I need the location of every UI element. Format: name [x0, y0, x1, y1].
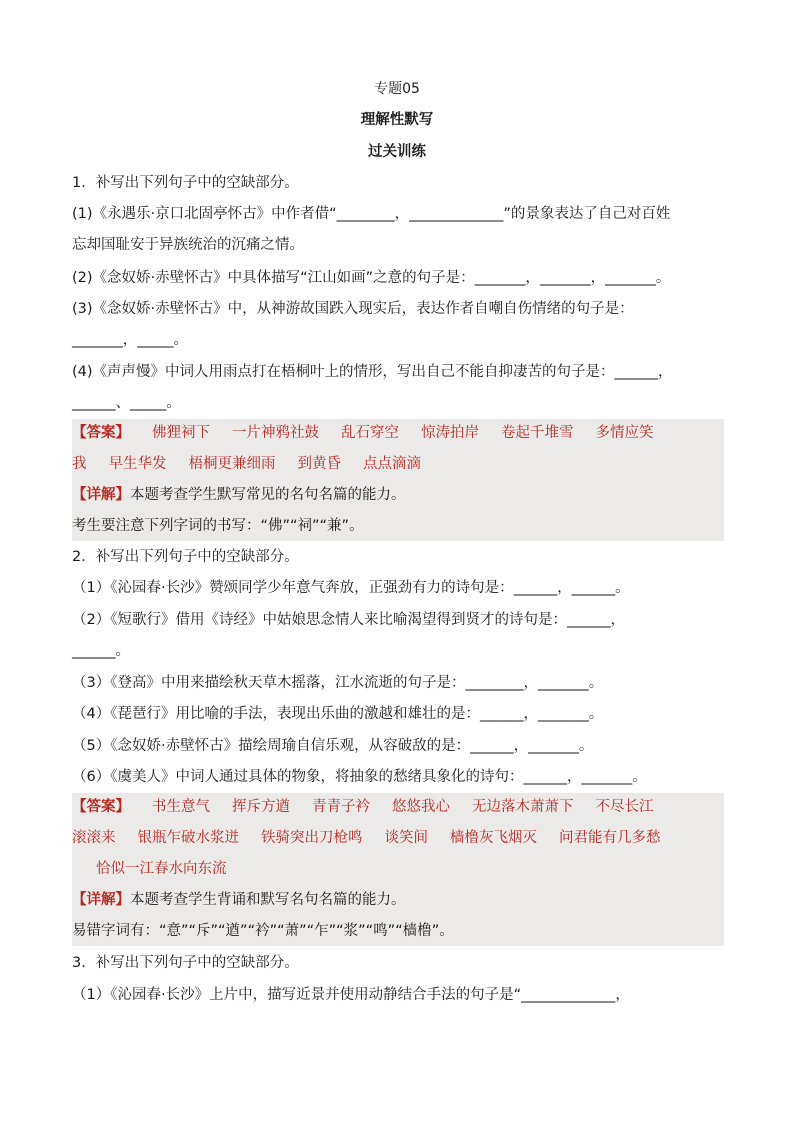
q3-stem: 3．补写出下列句子中的空缺部分。	[72, 955, 299, 971]
answer-item: 银瓶乍破水浆迸	[137, 830, 239, 846]
q2-item6: （6）《虞美人》中词人通过具体的物象，将抽象的愁绪具象化的诗句：______，_______。	[72, 769, 647, 785]
q1-item1-line2: 忘却国耻安于异族统治的沉痛之情。	[72, 237, 304, 253]
answer-label: 【答案】	[72, 425, 130, 441]
q1-answer-line2	[72, 454, 724, 474]
detail-label: 【详解】	[72, 892, 130, 908]
answer-item: 一片神鸦社鼓	[232, 425, 319, 441]
q2-item5: （5）《念奴娇·赤壁怀古》描绘周瑜自信乐观，从容破敌的是：______，_______。	[72, 738, 594, 754]
answer-item: 点点滴滴	[363, 456, 421, 472]
answer-item: 早生华发	[108, 456, 167, 472]
q2-answer-line3: 恰似一江春水向东流	[96, 861, 227, 877]
detail-text: 本题考查学生背诵和默写名句名篇的能力。	[130, 892, 406, 908]
answer-item: 我	[72, 456, 87, 472]
answer-item: 铁骑突出刀枪鸣	[261, 830, 363, 846]
q2-item2-line2: ______。	[72, 643, 130, 659]
answer-item: 滚滚来	[72, 830, 116, 846]
q1-item3-line2: _______，_____。	[72, 332, 188, 348]
answer-label: 【答案】	[72, 799, 130, 815]
q2-answer-line2	[72, 828, 724, 848]
q1-stem: 1．补写出下列句子中的空缺部分。	[72, 175, 299, 191]
q1-note: 考生要注意下列字词的书写：“佛”“祠”“兼”。	[72, 518, 364, 534]
q1-item1-line1: (1)《永遇乐·京口北固亭怀古》中作者借“________，_____________”的景象表达了自己对百姓	[72, 206, 671, 222]
detail-text: 本题考查学生默写常见的名句名篇的能力。	[130, 487, 406, 503]
answer-item: 梧桐更兼细雨	[188, 456, 276, 472]
answer-item: 卷起千堆雪	[501, 425, 574, 441]
answer-item: 到黄昏	[297, 456, 341, 472]
q1-detail	[72, 485, 724, 505]
answer-item: 问君能有几多愁	[559, 830, 661, 846]
q2-detail	[72, 890, 724, 910]
q2-item3: （3）《登高》中用来描绘秋天草木摇落，江水流逝的句子是：________，_______。	[72, 675, 604, 691]
answer-item: 挥斥方遒	[232, 799, 290, 815]
answer-item: 惊涛拍岸	[421, 425, 479, 441]
q2-item4: （4）《琵琶行》用比喻的手法，表现出乐曲的激越和雄壮的是：______，_______。	[72, 706, 604, 722]
q2-answer-line1	[72, 797, 724, 817]
section-heading: 过关训练	[368, 144, 426, 160]
answer-item: 谈笑间	[384, 830, 428, 846]
answer-item: 无边落木萧萧下	[472, 799, 574, 815]
answer-item: 书生意气	[152, 799, 210, 815]
q1-answer-line1	[72, 423, 724, 443]
subtitle-heading: 理解性默写	[360, 112, 434, 128]
answer-item: 乱石穿空	[341, 425, 399, 441]
q2-item1: （1）《沁园春·长沙》赞颂同学少年意气奔放，正强劲有力的诗句是：______，______。	[72, 580, 630, 596]
q2-item2-line1: （2）《短歌行》借用《诗经》中姑娘思念情人来比喻渴望得到贤才的诗句是：______，	[72, 612, 625, 628]
q1-item3-line1: (3)《念奴娇·赤壁怀古》中，从神游故国跌入现实后，表达作者自嘲自伤情绪的句子是：	[72, 301, 634, 317]
answer-item: 悠悠我心	[392, 799, 450, 815]
answer-item: 佛狸祠下	[152, 425, 210, 441]
answer-item: 青青子衿	[312, 799, 370, 815]
answer-item: 多情应笑	[595, 425, 654, 441]
q2-note: 易错字词有：“意”“斥”“遒”“衿”“萧”“乍”“浆”“鸣”“樯橹”。	[72, 923, 454, 939]
q1-item2: (2)《念奴娇·赤壁怀古》中具体描写“江山如画”之意的句子是：_______，_______，_______。	[72, 270, 671, 286]
answer-item: 不尽长江	[595, 799, 654, 815]
q3-item1: （1）《沁园春·长沙》上片中，描写近景并使用动静结合手法的句子是“_____________，	[72, 987, 630, 1003]
q1-item4-line2: ______、_____。	[72, 395, 181, 411]
topic-heading: 专题05	[374, 81, 420, 97]
q1-item4-line1: (4)《声声慢》中词人用雨点打在梧桐叶上的情形，写出自己不能自抑凄苦的句子是：______，	[72, 364, 673, 380]
detail-label: 【详解】	[72, 487, 130, 503]
q2-stem: 2．补写出下列句子中的空缺部分。	[72, 549, 299, 565]
answer-item: 樯橹灰飞烟灭	[450, 830, 537, 846]
